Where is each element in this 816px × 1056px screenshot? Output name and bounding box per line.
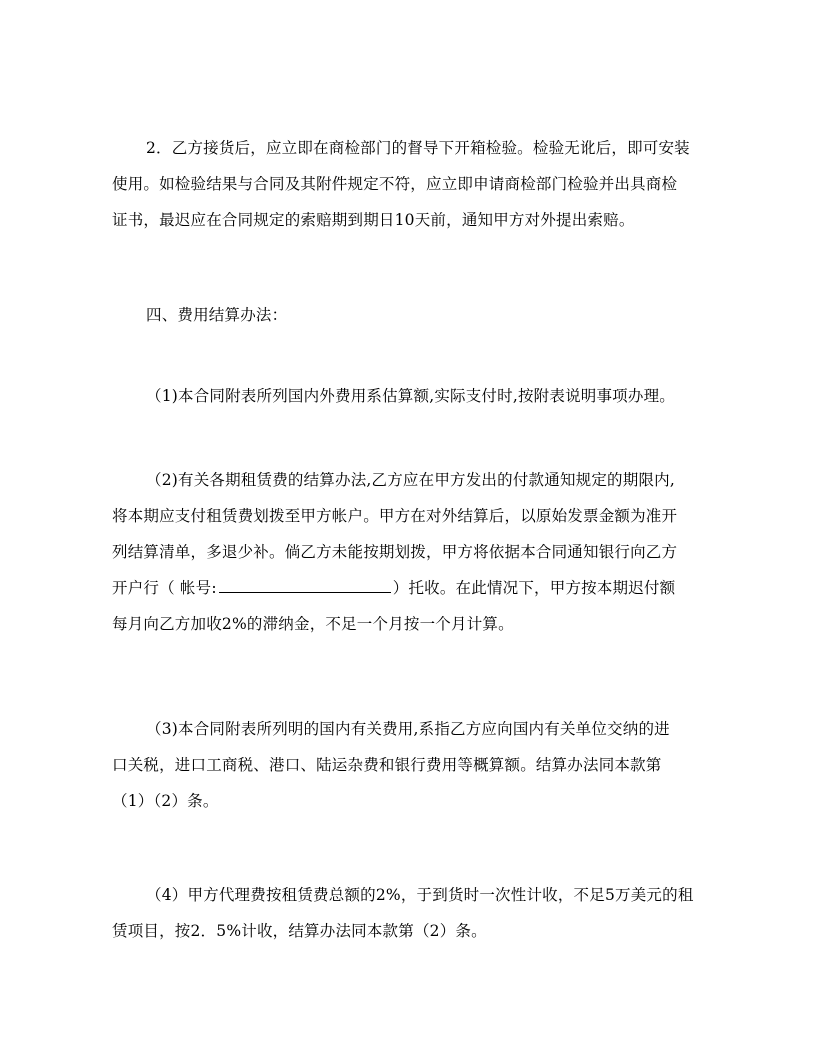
account-label: 开户行（ 帐号: xyxy=(112,579,217,597)
text-line-account xyxy=(112,570,712,606)
account-number-blank xyxy=(219,578,391,593)
paragraph-clause-4 xyxy=(112,877,712,949)
paragraph-clause-3 xyxy=(112,711,712,819)
text-line: 证书，最迟应在合同规定的索赔期到期日10天前，通知甲方对外提出索赔。 xyxy=(112,211,635,229)
text-line: （4）甲方代理费按租赁费总额的2%，于到货时一次性计收，不足5万美元的租 xyxy=(146,886,694,904)
paragraph-clause-2 xyxy=(112,462,712,642)
text-line: 将本期应支付租赁费划拨至甲方帐户。甲方在对外结算后，以原始发票金额为准开 xyxy=(112,507,678,525)
heading-text: 四、费用结算办法： xyxy=(146,306,288,324)
text-line: （2)有关各期租赁费的结算办法,乙方应在甲方发出的付款通知规定的期限内, xyxy=(146,471,675,489)
account-suffix: ）托收。在此情况下，甲方按本期迟付额 xyxy=(392,579,676,597)
text-line: 口关税，进口工商税、港口、陆运杂费和银行费用等概算额。结算办法同本款第 xyxy=(112,756,662,774)
document-page xyxy=(112,0,712,1056)
text-line: 每月向乙方加收2%的滞纳金，不足一个月按一个月计算。 xyxy=(112,615,514,633)
text-line: 列结算清单，多退少补。倘乙方未能按期划拨，甲方将依据本合同通知银行向乙方 xyxy=(112,543,678,561)
text-line: 2．乙方接货后，应立即在商检部门的督导下开箱检验。检验无讹后，即可安装 xyxy=(146,139,690,157)
text-line: （3)本合同附表所列明的国内有关费用,系指乙方应向国内有关单位交纳的进 xyxy=(146,720,670,738)
paragraph-inspection xyxy=(112,130,712,238)
section-heading xyxy=(112,297,712,333)
text-line: （1)本合同附表所列国内外费用系估算额,实际支付时,按附表说明事项办理。 xyxy=(146,387,675,405)
text-line: 赁项目，按2．5%计收，结算办法同本款第（2）条。 xyxy=(112,922,487,940)
text-line: 使用。如检验结果与合同及其附件规定不符，应立即申请商检部门检验并出具商检 xyxy=(112,175,678,193)
paragraph-clause-1 xyxy=(112,378,712,414)
text-line: （1）（2）条。 xyxy=(112,792,219,810)
